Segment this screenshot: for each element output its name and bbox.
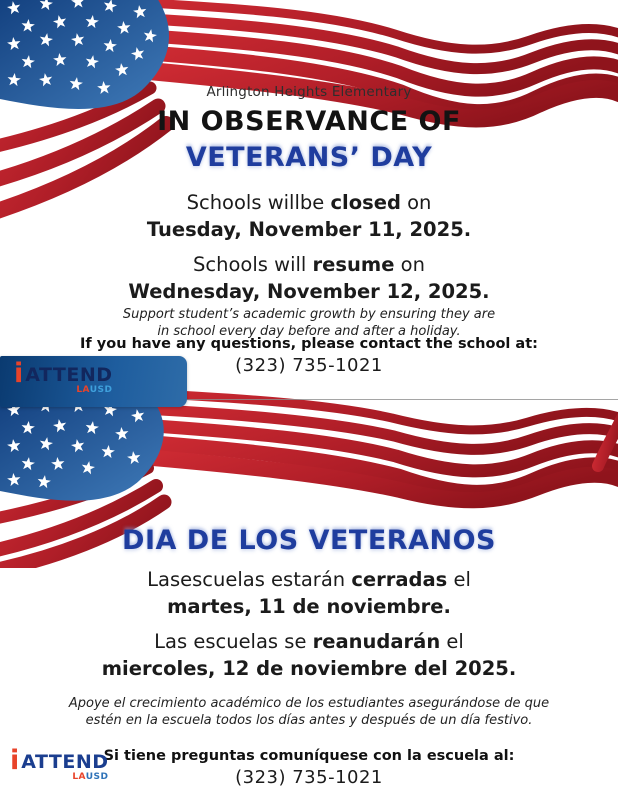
en-closed-line: Schools willbe closed on: [186, 191, 432, 214]
iattend-footer-logo: [10, 745, 109, 782]
lausd-wordmark: LAUSD: [72, 771, 109, 782]
en-resume-line: Schools will resume on: [193, 253, 425, 276]
es-resume-block: [0, 628, 618, 682]
es-closed-line: Lasescuelas estarán cerradas el: [147, 568, 471, 591]
es-title: DIA DE LOS VETERANOS: [122, 525, 496, 556]
es-closed-block: [0, 566, 618, 620]
en-title-line2: VETERANS’ DAY: [185, 142, 433, 173]
es-support-note: Apoye el crecimiento académico de los estudiantes asegurándose de que estén en la escuela todos los días antes y después de un día festivo.: [68, 696, 550, 728]
es-resume-line: Las escuelas se reanudarán el: [154, 630, 464, 653]
iattend-logo-attend: ATTEND: [25, 363, 113, 386]
es-contact-line: Si tiene preguntas comuníquese con la escuela al:: [103, 748, 515, 764]
school-name: Arlington Heights Elementary: [206, 84, 412, 100]
en-phone-number: (323) 735-1021: [235, 355, 383, 376]
iattend-logo-i: i: [10, 745, 20, 776]
en-closed-block: [0, 189, 618, 243]
lausd-wordmark: LAUSD: [76, 384, 113, 395]
en-support-note: Support student’s academic growth by ensuring they are in school every day before and after a holiday.: [122, 307, 496, 339]
en-closed-date: Tuesday, November 11, 2025.: [146, 218, 472, 241]
iattend-logo-i: i: [14, 358, 24, 389]
es-resume-date: miercoles, 12 de noviembre del 2025.: [101, 657, 517, 680]
en-resume-block: [0, 251, 618, 305]
en-resume-date: Wednesday, November 12, 2025.: [128, 280, 490, 303]
es-phone-number: (323) 735-1021: [235, 767, 383, 788]
en-title-line1: IN OBSERVANCE OF: [157, 106, 461, 137]
iattend-logo-attend: ATTEND: [21, 750, 109, 773]
es-closed-date: martes, 11 de noviembre.: [167, 595, 451, 618]
en-contact-line: If you have any questions, please contact the school at:: [80, 336, 538, 352]
